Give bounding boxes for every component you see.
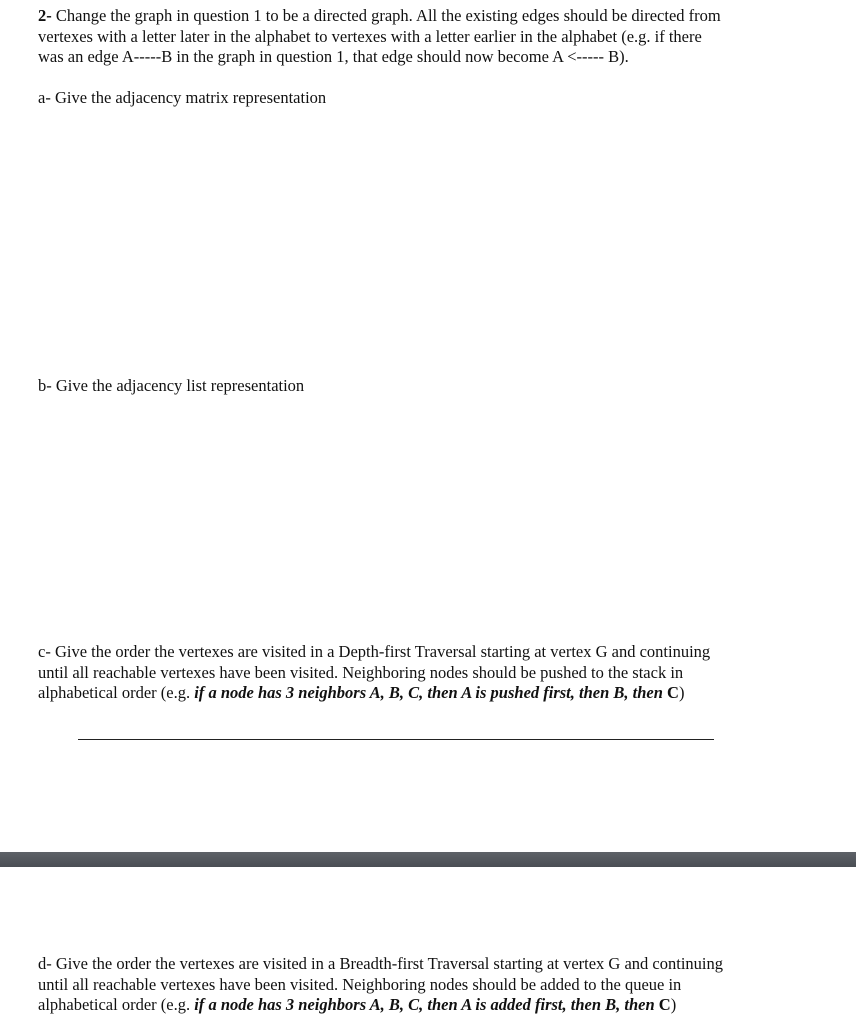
question-2-line-1-text: Change the graph in question 1 to be a directed graph. All the existing edges should be directed from <box>51 6 721 25</box>
answer-blank-line <box>78 739 714 740</box>
question-d-line-3 <box>38 995 818 1016</box>
question-c-prompt <box>38 642 818 704</box>
question-c-line-3-text: alphabetical order (e.g. <box>38 683 195 702</box>
question-d-close-paren: ) <box>670 995 677 1014</box>
question-b-text: b- Give the adjacency list representation <box>38 376 305 395</box>
question-c-line-2: until all reachable vertexes have been visited. Neighboring nodes should be pushed to the stack in <box>38 662 684 682</box>
question-a-prompt <box>38 88 818 109</box>
question-c-emphasis-if: if <box>194 683 205 702</box>
question-2-line-3: was an edge A-----B in the graph in question 1, that edge should now become A <----- B). <box>38 47 629 66</box>
question-c-emphasis-rule: a node has 3 neighbors A, B, C, then A is pushed first, then B, then <box>204 683 668 702</box>
question-d-line-3-text: alphabetical order (e.g. <box>38 995 195 1014</box>
question-c-line-1: c- Give the order the vertexes are visited in a Depth-first Traversal starting at vertex G and continuing <box>38 642 711 661</box>
question-2-prompt <box>38 6 818 68</box>
question-c-close-paren: ) <box>678 683 685 702</box>
question-b-prompt <box>38 376 818 397</box>
question-d-emphasis-if: if <box>194 995 205 1014</box>
question-d-line-1: d- Give the order the vertexes are visited in a Breadth-first Traversal starting at vertex G and continuing <box>38 954 723 973</box>
question-2-number: 2- <box>38 6 52 25</box>
question-d-emphasis-c: C <box>658 995 671 1014</box>
question-2-line-1 <box>38 6 818 27</box>
question-d-line-2: until all reachable vertexes have been visited. Neighboring nodes should be added to the queue in <box>38 974 682 994</box>
page-break-bar <box>0 852 856 867</box>
question-c-emphasis-c: C <box>667 683 679 702</box>
question-a-text: a- Give the adjacency matrix representation <box>38 88 327 107</box>
question-d-emphasis-rule: a node has 3 neighbors A, B, C, then A is added first, then B, then <box>204 995 659 1014</box>
question-c-line-3 <box>38 683 818 704</box>
question-d-prompt <box>38 954 818 1016</box>
question-2-line-2: vertexes with a letter later in the alphabet to vertexes with a letter earlier in the alphabet (e.g. if there <box>38 26 702 46</box>
